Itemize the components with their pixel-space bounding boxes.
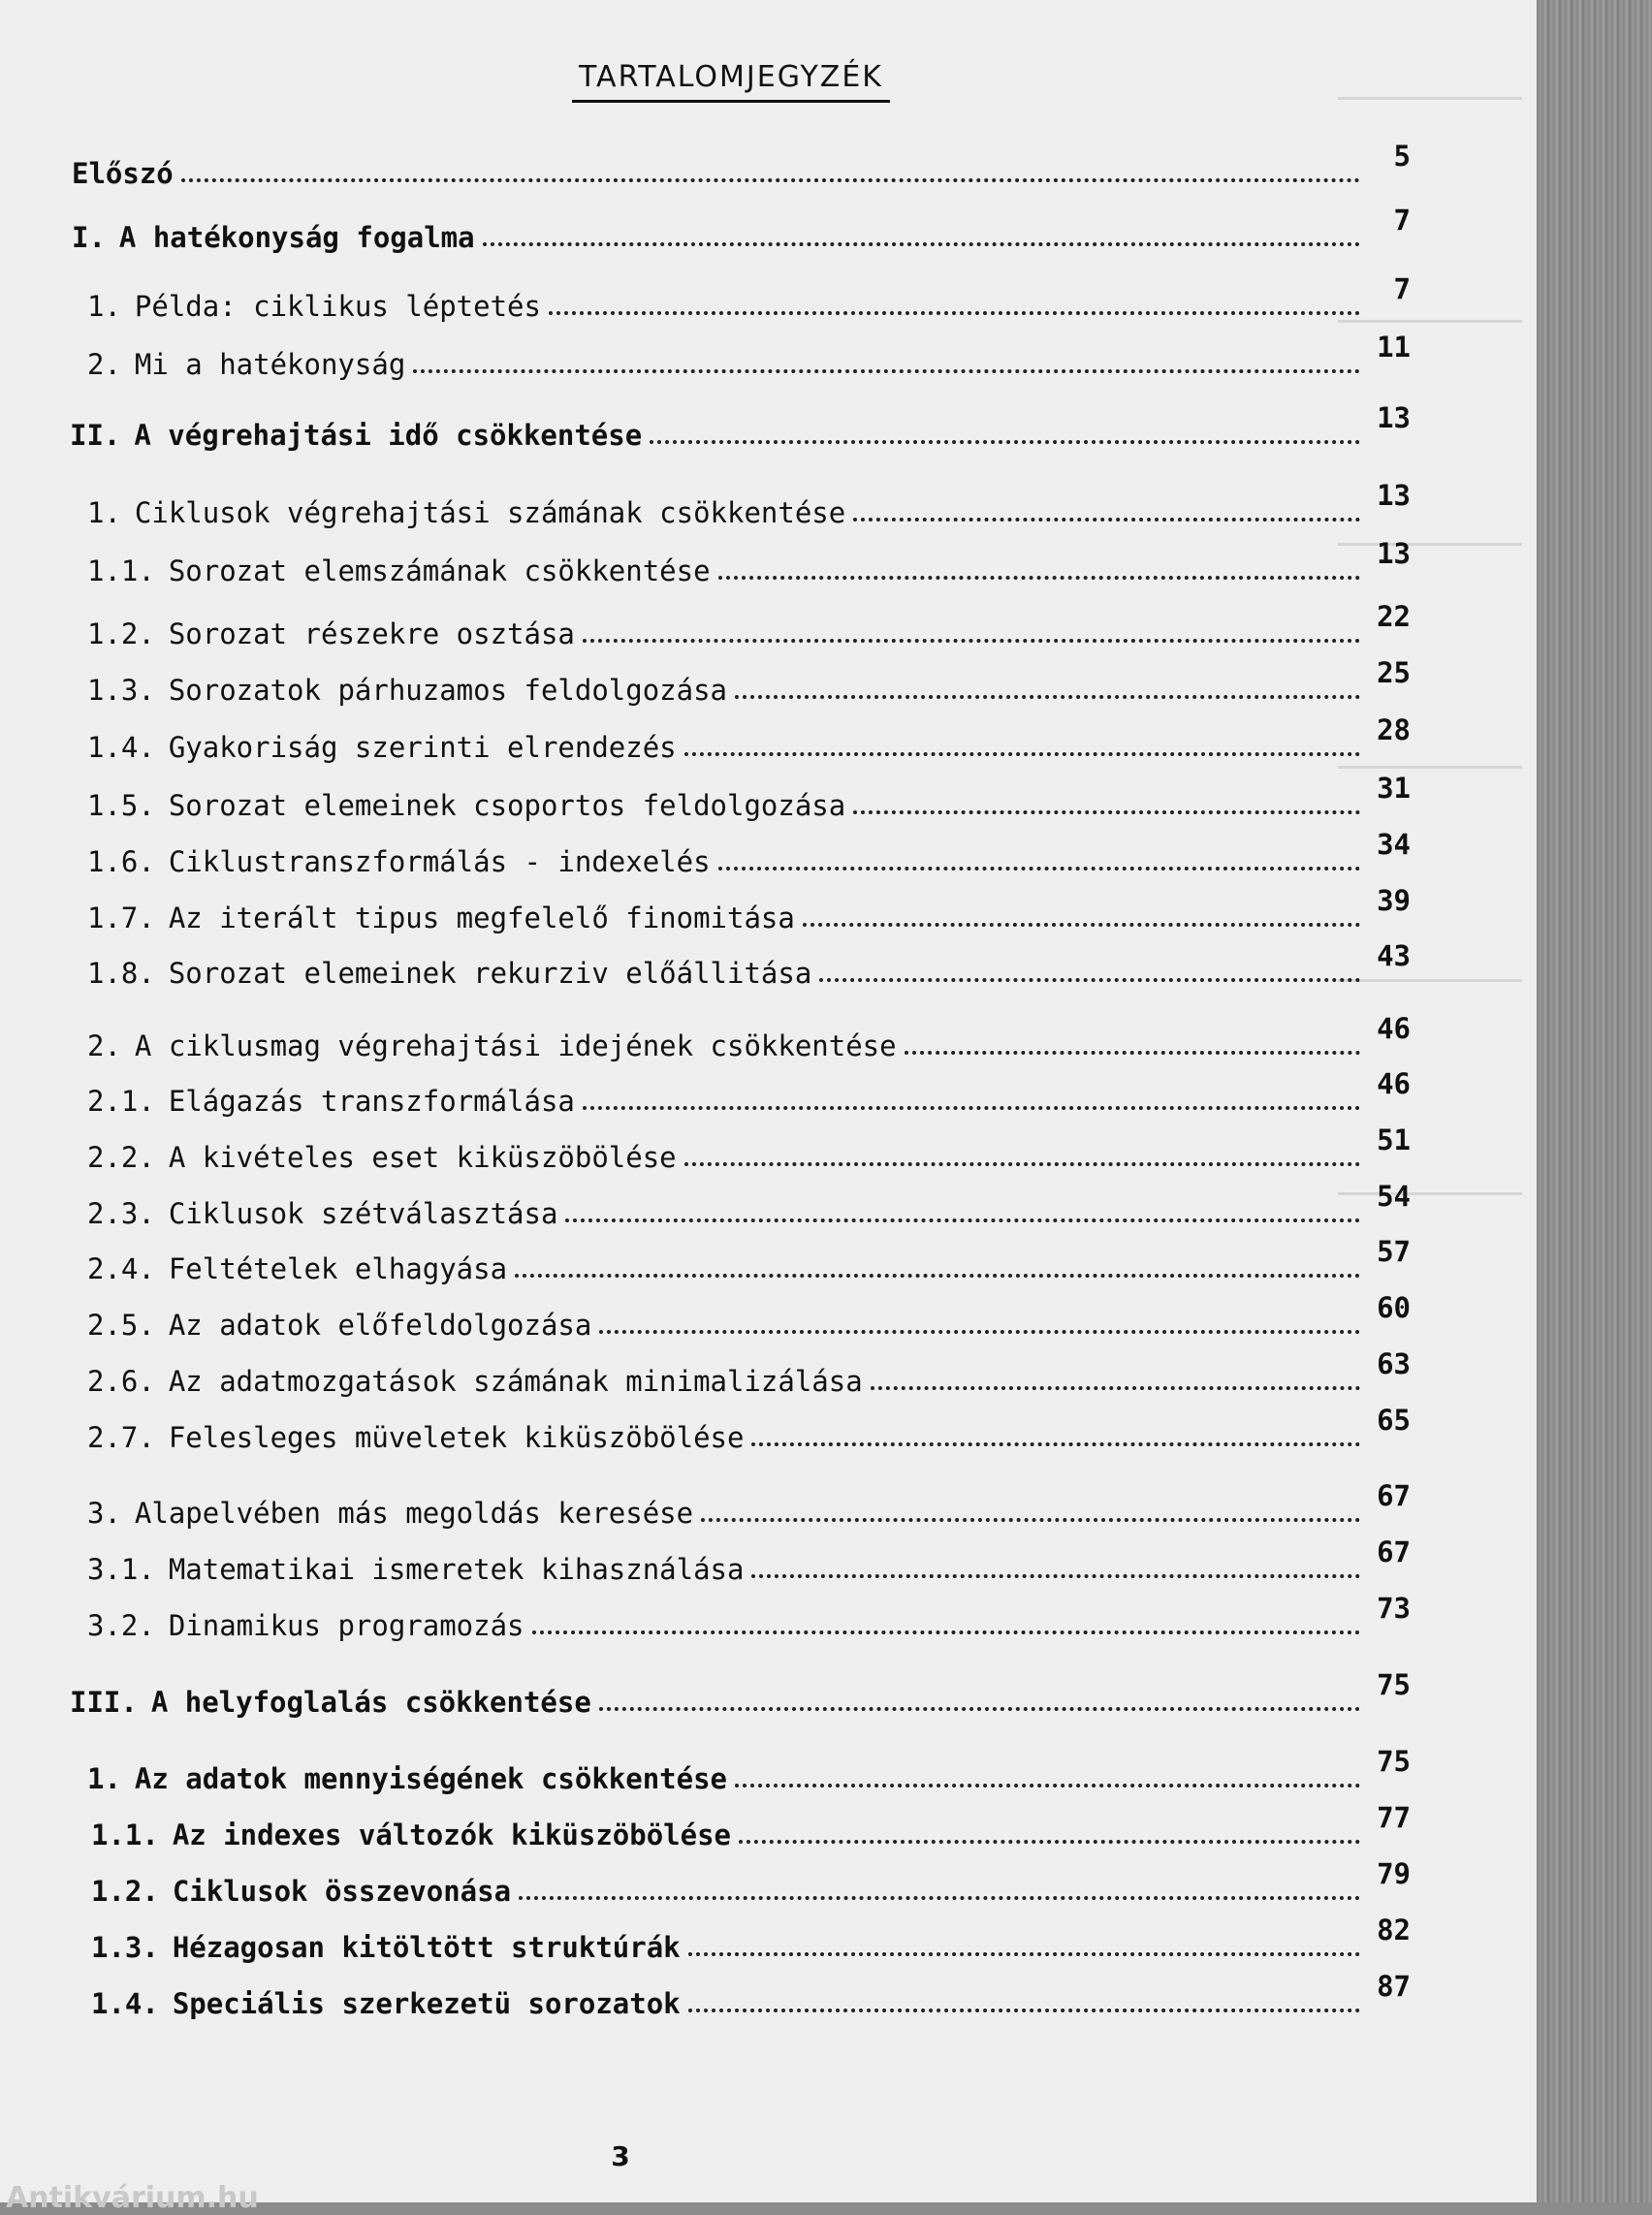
dot-leader bbox=[532, 1630, 1361, 1634]
toc-entry-label: Sorozat részekre osztása bbox=[168, 617, 575, 650]
toc-entry-page: 46 bbox=[1377, 1067, 1411, 1100]
toc-entry-label: Sorozat elemszámának csökkentése bbox=[168, 554, 711, 587]
toc-entry-number: 1. bbox=[87, 1762, 121, 1795]
dot-leader bbox=[803, 923, 1360, 927]
dot-leader bbox=[853, 518, 1360, 522]
dot-leader bbox=[599, 1330, 1360, 1334]
toc-entry-page: 57 bbox=[1377, 1235, 1411, 1268]
toc-entry bbox=[91, 1801, 1411, 1851]
dot-leader bbox=[549, 311, 1360, 315]
toc-entry-label: Ciklusok végrehajtási számának csökkentése bbox=[134, 496, 846, 529]
toc-entry-number: 3.2. bbox=[87, 1609, 155, 1642]
toc-entry-page: 28 bbox=[1377, 713, 1411, 746]
toc-entry-number: 1.3. bbox=[87, 674, 155, 707]
toc-entry-label: Az adatok mennyiségének csökkentése bbox=[134, 1762, 728, 1795]
toc-entry-label: Felesleges müveletek kiküszöbölése bbox=[168, 1421, 745, 1454]
watermark: Antikvárium.hu bbox=[6, 2181, 259, 2215]
toc-entry bbox=[87, 828, 1411, 878]
dot-leader bbox=[583, 1106, 1360, 1110]
dot-leader bbox=[515, 1274, 1360, 1278]
toc-entry-label: Ciklusok szétválasztása bbox=[168, 1197, 558, 1230]
dot-leader bbox=[650, 440, 1360, 444]
book-edge bbox=[1537, 0, 1652, 2202]
dot-leader bbox=[735, 695, 1360, 699]
toc-entry-number: 3.1. bbox=[87, 1553, 155, 1586]
toc-entry-page: 7 bbox=[1393, 272, 1411, 305]
toc-entry-number: 2.4. bbox=[87, 1252, 155, 1285]
toc-entry-page: 43 bbox=[1377, 939, 1411, 972]
toc-entry-number: 2.2. bbox=[87, 1141, 155, 1174]
toc-entry-page: 75 bbox=[1377, 1668, 1411, 1701]
toc-entry bbox=[91, 1914, 1411, 1964]
dot-leader bbox=[181, 178, 1360, 182]
toc-entry-label: Ciklusok összevonása bbox=[172, 1875, 512, 1908]
toc-entry-label: Feltételek elhagyása bbox=[168, 1252, 508, 1285]
toc-entry-page: 11 bbox=[1377, 331, 1411, 364]
dot-leader bbox=[583, 639, 1360, 643]
toc-entry bbox=[87, 713, 1411, 764]
toc-entry-label: Matematikai ismeretek kihasználása bbox=[168, 1553, 745, 1586]
toc-entry-page: 75 bbox=[1377, 1745, 1411, 1778]
toc-entry bbox=[87, 331, 1411, 381]
toc-entry-number: 3. bbox=[87, 1497, 121, 1530]
toc-entry-number: 1.8. bbox=[87, 957, 155, 990]
toc-entry-label: A ciklusmag végrehajtási idejének csökkentése bbox=[134, 1029, 897, 1062]
page-number: 3 bbox=[611, 2140, 630, 2172]
toc-entry-number: 2.6. bbox=[87, 1365, 155, 1398]
toc-entry-page: 7 bbox=[1393, 204, 1411, 237]
toc-entry-label: Elágazás transzformálása bbox=[168, 1085, 575, 1118]
toc-entry-page: 5 bbox=[1393, 140, 1411, 173]
dot-leader bbox=[701, 1518, 1360, 1522]
toc-entry-page: 67 bbox=[1377, 1479, 1411, 1512]
dot-leader bbox=[684, 1162, 1360, 1166]
toc-entry-page: 46 bbox=[1377, 1012, 1411, 1045]
bleed-through-line bbox=[1338, 543, 1522, 546]
toc-entry-number: 1.3. bbox=[91, 1931, 159, 1964]
toc-entry-label: Sorozat elemeinek rekurziv előállitása bbox=[168, 957, 812, 990]
dot-leader bbox=[739, 1840, 1360, 1844]
toc-entry bbox=[87, 1347, 1411, 1398]
dot-leader bbox=[853, 810, 1360, 814]
toc-entry-number: 1.2. bbox=[87, 617, 155, 650]
dot-leader bbox=[819, 978, 1360, 982]
toc-entry bbox=[70, 401, 1411, 452]
toc-entry-label: Speciális szerkezetü sorozatok bbox=[172, 1987, 681, 2020]
toc-entry-label: Ciklustranszformálás - indexelés bbox=[168, 845, 711, 878]
toc-entry-label: Sorozatok párhuzamos feldolgozása bbox=[168, 674, 728, 707]
toc-entry-label: A kivételes eset kiküszöbölése bbox=[168, 1141, 677, 1174]
toc-entry-number: 1.4. bbox=[91, 1987, 159, 2020]
toc-entry-page: 34 bbox=[1377, 828, 1411, 861]
dot-leader bbox=[684, 752, 1360, 756]
dot-leader bbox=[519, 1896, 1360, 1900]
toc-entry-page: 87 bbox=[1377, 1970, 1411, 2003]
toc-entry-label: A hatékonyság fogalma bbox=[118, 221, 475, 254]
toc-entry-label: Az adatok előfeldolgozása bbox=[168, 1309, 592, 1342]
toc-entry-page: 73 bbox=[1377, 1592, 1411, 1625]
toc-entry-number: 2.7. bbox=[87, 1421, 155, 1454]
toc-entry-page: 79 bbox=[1377, 1857, 1411, 1890]
dot-leader bbox=[751, 1574, 1360, 1578]
toc-entry-label: Gyakoriság szerinti elrendezés bbox=[168, 731, 677, 764]
toc-entry-number: 1. bbox=[87, 496, 121, 529]
toc-entry-page: 13 bbox=[1377, 537, 1411, 570]
toc-entry-label: Mi a hatékonyság bbox=[134, 348, 406, 381]
toc-entry-page: 77 bbox=[1377, 1801, 1411, 1834]
toc-entry-label: A helyfoglalás csökkentése bbox=[150, 1686, 591, 1719]
toc-entry-number: 2. bbox=[87, 348, 121, 381]
toc-entry bbox=[70, 1668, 1411, 1719]
dot-leader bbox=[599, 1707, 1360, 1711]
dot-leader bbox=[871, 1386, 1360, 1390]
toc-entry-label: Az indexes változók kiküszöbölése bbox=[172, 1819, 732, 1851]
toc-entry-number: 1.5. bbox=[87, 789, 155, 822]
toc-entry-page: 65 bbox=[1377, 1404, 1411, 1437]
toc-entry bbox=[87, 884, 1411, 934]
dot-leader bbox=[751, 1442, 1360, 1446]
toc-entry-number: 2.3. bbox=[87, 1197, 155, 1230]
toc-entry bbox=[87, 1180, 1411, 1230]
toc-entry bbox=[87, 479, 1411, 529]
toc-entry-number: 1.1. bbox=[87, 554, 155, 587]
toc-entry-page: 51 bbox=[1377, 1123, 1411, 1156]
toc-entry-number: 2.5. bbox=[87, 1309, 155, 1342]
toc-entry-page: 22 bbox=[1377, 600, 1411, 633]
toc-entry-page: 63 bbox=[1377, 1347, 1411, 1380]
toc-entry-number: II. bbox=[70, 419, 121, 452]
bleed-through-line bbox=[1338, 97, 1522, 100]
toc-entry-label: Hézagosan kitöltött struktúrák bbox=[172, 1931, 681, 1964]
dot-leader bbox=[735, 1784, 1360, 1788]
toc-entry bbox=[87, 1067, 1411, 1118]
toc-entry-label: Sorozat elemeinek csoportos feldolgozása bbox=[168, 789, 846, 822]
toc-entry-label: Előszó bbox=[72, 157, 174, 190]
toc-entry-label: Példa: ciklikus léptetés bbox=[134, 290, 541, 323]
toc-entry-label: Alapelvében más megoldás keresése bbox=[134, 1497, 694, 1530]
toc-entry bbox=[87, 939, 1411, 990]
toc-entry bbox=[87, 600, 1411, 650]
dot-leader bbox=[905, 1051, 1360, 1055]
toc-entry-number: 1.1. bbox=[91, 1819, 159, 1851]
toc-entry-page: 13 bbox=[1377, 479, 1411, 512]
toc-entry-label: Az iterált tipus megfelelő finomitása bbox=[168, 902, 795, 934]
dot-leader bbox=[688, 1952, 1360, 1956]
dot-leader bbox=[565, 1218, 1360, 1222]
dot-leader bbox=[413, 369, 1360, 373]
toc-entry bbox=[72, 204, 1411, 254]
toc-entry-number: I. bbox=[72, 221, 106, 254]
toc-entry-page: 25 bbox=[1377, 656, 1411, 689]
toc-entry-number: 1.4. bbox=[87, 731, 155, 764]
toc-entry-number: 1.2. bbox=[91, 1875, 159, 1908]
toc-entry bbox=[87, 1479, 1411, 1530]
toc-entry-page: 82 bbox=[1377, 1914, 1411, 1946]
page-title: TARTALOMJEGYZÉK bbox=[572, 60, 890, 103]
toc-entry-label: Dinamikus programozás bbox=[168, 1609, 524, 1642]
toc-entry-page: 31 bbox=[1377, 772, 1411, 805]
toc-entry bbox=[87, 1592, 1411, 1642]
toc-entry-number: 1.6. bbox=[87, 845, 155, 878]
toc-entry bbox=[91, 1970, 1411, 2020]
toc-entry-page: 54 bbox=[1377, 1180, 1411, 1213]
toc-entry bbox=[91, 1857, 1411, 1908]
toc-entry-number: 1.7. bbox=[87, 902, 155, 934]
toc-entry-number: III. bbox=[70, 1686, 138, 1719]
toc-entry bbox=[87, 1235, 1411, 1285]
toc-entry-page: 39 bbox=[1377, 884, 1411, 917]
toc-entry-label: A végrehajtási idő csökkentése bbox=[134, 419, 643, 452]
toc-entry-number: 2. bbox=[87, 1029, 121, 1062]
toc-entry-page: 60 bbox=[1377, 1291, 1411, 1324]
toc-entry bbox=[87, 1404, 1411, 1454]
dot-leader bbox=[718, 576, 1360, 580]
toc-entry bbox=[87, 1291, 1411, 1342]
toc-entry bbox=[87, 1012, 1411, 1062]
toc-entry-number: 1. bbox=[87, 290, 121, 323]
toc-entry-page: 67 bbox=[1377, 1535, 1411, 1568]
toc-entry bbox=[87, 656, 1411, 707]
dot-leader bbox=[718, 867, 1360, 870]
toc-entry-label: Az adatmozgatások számának minimalizálása bbox=[168, 1365, 863, 1398]
toc-entry-page: 13 bbox=[1377, 401, 1411, 434]
toc-entry bbox=[72, 140, 1411, 190]
toc-entry bbox=[87, 772, 1411, 822]
toc-entry bbox=[87, 1123, 1411, 1174]
toc-entry-number: 2.1. bbox=[87, 1085, 155, 1118]
dot-leader bbox=[688, 2009, 1360, 2012]
bleed-through-line bbox=[1338, 766, 1522, 769]
toc-entry bbox=[87, 537, 1411, 587]
toc-entry bbox=[87, 1745, 1411, 1795]
dot-leader bbox=[483, 242, 1360, 246]
toc-entry bbox=[87, 272, 1411, 323]
toc-entry bbox=[87, 1535, 1411, 1586]
